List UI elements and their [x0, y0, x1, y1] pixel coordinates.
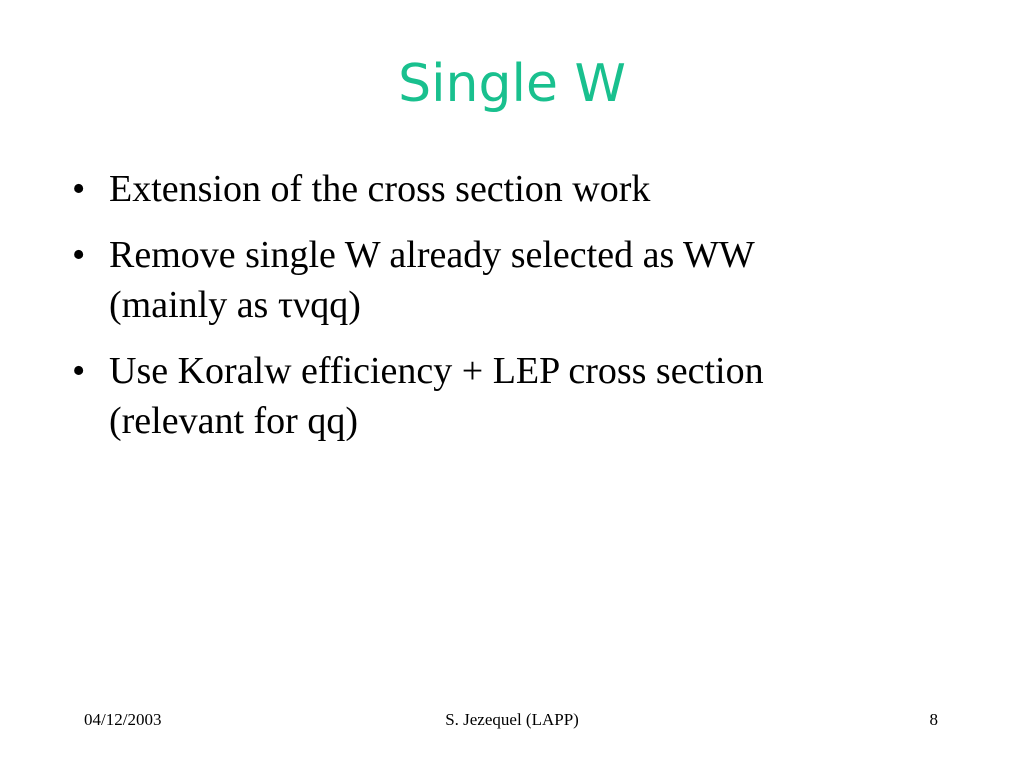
bullet-text: • Use Koralw efficiency + LEP cross section [109, 350, 764, 392]
page-number: 8 [929, 710, 938, 729]
bullet-text: • Extension of the cross section work [109, 168, 651, 210]
bullet-item [72, 230, 952, 330]
footer-author: S. Jezequel (LAPP) [445, 710, 579, 729]
footer-date: 04/12/2003 [84, 710, 162, 729]
bullet-text-continuation: (mainly as τνqq) [109, 284, 361, 326]
bullet-text: • Remove single W already selected as WW [109, 234, 755, 276]
slide-title: Single W [398, 54, 626, 114]
bullet-list [72, 164, 952, 462]
bullet-item [72, 164, 952, 214]
bullet-text-continuation: (relevant for qq) [109, 400, 358, 442]
bullet-item [72, 346, 952, 446]
